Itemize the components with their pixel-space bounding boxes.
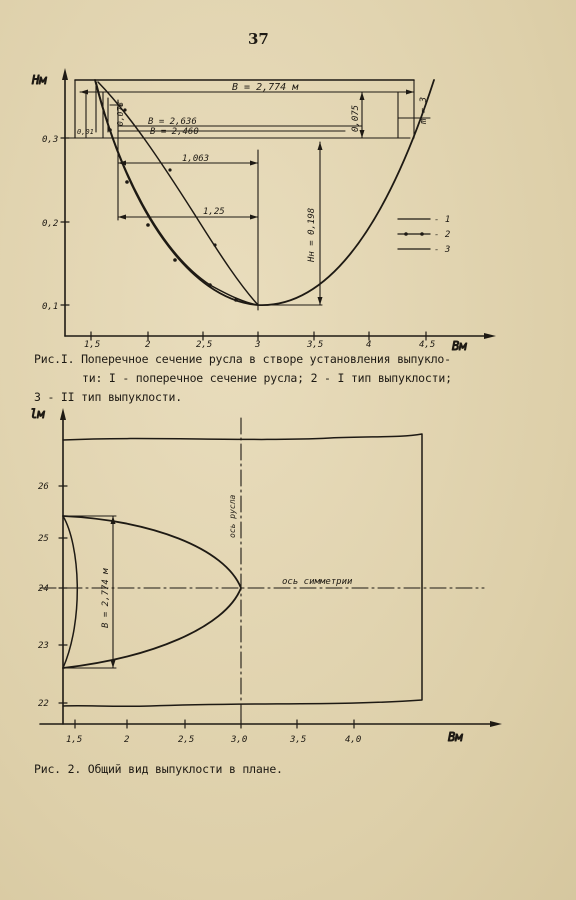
fig1-x-tick-label: 1,5: [84, 340, 101, 350]
fig1-dimension-labels: [77, 82, 429, 263]
caption-line: Рис.I. Поперечное сечение русла в створе установления выпукло-: [34, 352, 451, 366]
fig2-x-tick-label: 3,5: [290, 735, 307, 745]
fig1-x-label: Bм: [452, 339, 467, 353]
fig1-label-h0075: 0,075: [351, 104, 361, 132]
fig2-x-tick-label: 2,5: [178, 735, 195, 745]
fig1-y-tick-label: 0,1: [42, 302, 59, 312]
fig1-series-1: [95, 80, 434, 305]
fig1-y-label: Hм: [32, 73, 47, 87]
caption-line: 3 - II тип выпуклости.: [34, 390, 182, 404]
fig1-y-arrow: [62, 68, 68, 80]
fig1-label-h0198: Hн = 0,198: [307, 207, 317, 262]
caption-line: Рис. 2. Общий вид выпуклости в плане.: [34, 762, 283, 776]
fig2-x-tick-label: 4,0: [345, 735, 362, 745]
fig1-x-tick-label: 4,5: [419, 340, 436, 350]
fig1-label-h0078: 0,078: [116, 101, 125, 126]
fig2-y-tick-label: 24: [38, 584, 49, 594]
fig1-x-tick-label: 2: [145, 340, 151, 350]
figure1-caption: [34, 350, 534, 407]
figure2: [30, 407, 502, 745]
fig1-label-m3: m = 3: [419, 96, 429, 124]
fig1-label-1063: 1,063: [182, 154, 210, 164]
fig2-y-arrow: [60, 408, 66, 420]
fig1-x-tick-label: 3,5: [307, 340, 324, 350]
fig2-x-arrow: [490, 721, 502, 727]
fig2-x-tick-label: 1,5: [66, 735, 83, 745]
fig1-x-ticks: [84, 332, 435, 350]
fig1-x-arrow: [484, 333, 496, 339]
fig1-x-tick-label: 2,5: [196, 340, 213, 350]
fig2-label-b: B = 2,774 м: [101, 568, 111, 628]
fig1-label-b3: B = 2,460: [150, 127, 199, 137]
fig2-y-tick-label: 23: [38, 641, 49, 651]
fig2-convexity-outline: [63, 516, 241, 668]
fig2-y-tick-label: 26: [38, 482, 49, 492]
fig2-x-tick-label: 3,0: [231, 735, 248, 745]
fig1-legend: [398, 215, 450, 255]
fig1-label-b2: B = 2,636: [148, 117, 197, 127]
fig2-y-label: lм: [30, 407, 45, 421]
legend-label-3: - 3: [434, 245, 451, 255]
fig1-label-h001: 0,01: [77, 128, 94, 136]
figure2-caption: [34, 760, 534, 779]
fig2-y-tick-label: 22: [38, 699, 49, 709]
figure1: [31, 68, 496, 353]
page-number: 37: [248, 30, 269, 48]
fig2-x-tick-label: 2: [124, 735, 130, 745]
fig2-label-river-axis: ось русла: [228, 494, 237, 538]
legend-label-1: - 1: [434, 215, 451, 225]
fig1-label-b-top: B = 2,774 м: [232, 82, 299, 93]
fig2-y-tick-label: 25: [38, 534, 49, 544]
fig2-label-symmetry-axis: ось симметрии: [282, 577, 353, 587]
fig2-channel-frame: [63, 434, 422, 706]
fig1-x-tick-label: 3: [255, 340, 261, 350]
fig1-label-125: 1,25: [203, 207, 225, 217]
fig2-x-label: Bм: [448, 730, 463, 744]
caption-line: ти: I - поперечное сечение русла; 2 - I тип выпуклости;: [82, 371, 452, 385]
legend-label-2: - 2: [434, 230, 451, 240]
fig1-y-tick-label: 0,2: [42, 219, 59, 229]
fig1-dimension-arrows: [80, 90, 414, 306]
fig1-y-tick-label: 0,3: [42, 135, 59, 145]
fig1-x-tick-label: 4: [366, 340, 372, 350]
